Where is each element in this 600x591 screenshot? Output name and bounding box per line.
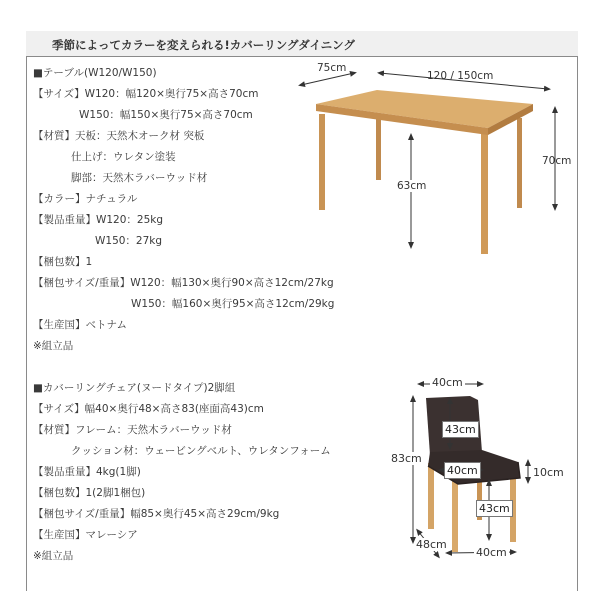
table-illustration [316,90,533,254]
table-spec-line: 【梱包数】1 [33,256,93,268]
table-spec-line: 【生産国】ベトナム [33,319,127,331]
table-leg [517,118,522,208]
table-leg-height-label: 63cm [397,180,427,192]
chair-spec-line: 【梱包サイズ/重量】幅85×奥行45×高さ29cm/9kg [33,508,280,520]
chair-spec-line: 【梱包数】1(2脚1梱包) [33,487,146,499]
chair-heading: ■カバーリングチェア(ヌードタイプ)2脚組 [33,382,236,394]
table-spec-line: ※組立品 [33,340,74,352]
chair-leg [428,463,434,529]
table-spec-line: 脚部：天然木ラバーウッド材 [71,172,208,184]
chair-bottom-width-label: 40cm [476,546,507,559]
page-title: 季節によってカラーを変えられる!カバーリングダイニング [52,38,355,52]
table-spec-line: 【製品重量】W120：25kg [33,214,164,226]
table-spec-line: 【サイズ】W120：幅120×奥行75×高さ70cm [33,88,259,100]
chair-depth-label: 48cm [416,538,447,551]
chair-seat-width-label: 40cm [444,462,481,479]
table-spec-line: W150：27kg [95,235,163,247]
table-spec-line: 【梱包サイズ/重量】W120：幅130×奥行90×高さ12cm/27kg [33,277,334,289]
chair-spec-line: ※組立品 [33,550,74,562]
chair-seat-height-label: 43cm [476,500,513,517]
table-spec-line: 【カラー】ナチュラル [33,193,138,205]
chair-top-width-label: 40cm [432,376,463,389]
chair-seat-thickness-label: 10cm [533,466,564,479]
chair-spec-line: クッション材：ウェービングベルト、ウレタンフォーム [71,445,331,457]
table-height-label: 70cm [542,155,572,167]
table-leg [481,134,488,254]
table-leg [376,118,381,180]
table-depth-label: 75cm [317,62,347,74]
table-spec-line: W150：幅150×奥行75×高さ70cm [79,109,253,121]
chair-spec-line: 【製品重量】4kg(1脚) [33,466,141,478]
table-spec-line: 仕上げ：ウレタン塗装 [71,151,176,163]
table-heading: ■テーブル(W120/W150) [33,67,157,79]
table-depth-arrow [301,73,354,85]
table-leg [319,114,325,210]
table-spec-line: 【材質】天板：天然木オーク材 突板 [33,130,205,142]
chair-spec-line: 【材質】フレーム：天然木ラバーウッド材 [33,424,232,436]
chair-back-height-label: 43cm [442,421,479,438]
chair-leg [452,478,458,552]
chair-spec-line: 【サイズ】幅40×奥行48×高さ83(座面高43)cm [33,403,264,415]
table-width-label: 120 / 150cm [427,70,494,82]
chair-spec-line: 【生産国】マレーシア [33,529,138,541]
table-spec-line: W150：幅160×奥行95×高さ12cm/29kg [131,298,335,310]
chair-total-height-label: 83cm [391,452,422,465]
